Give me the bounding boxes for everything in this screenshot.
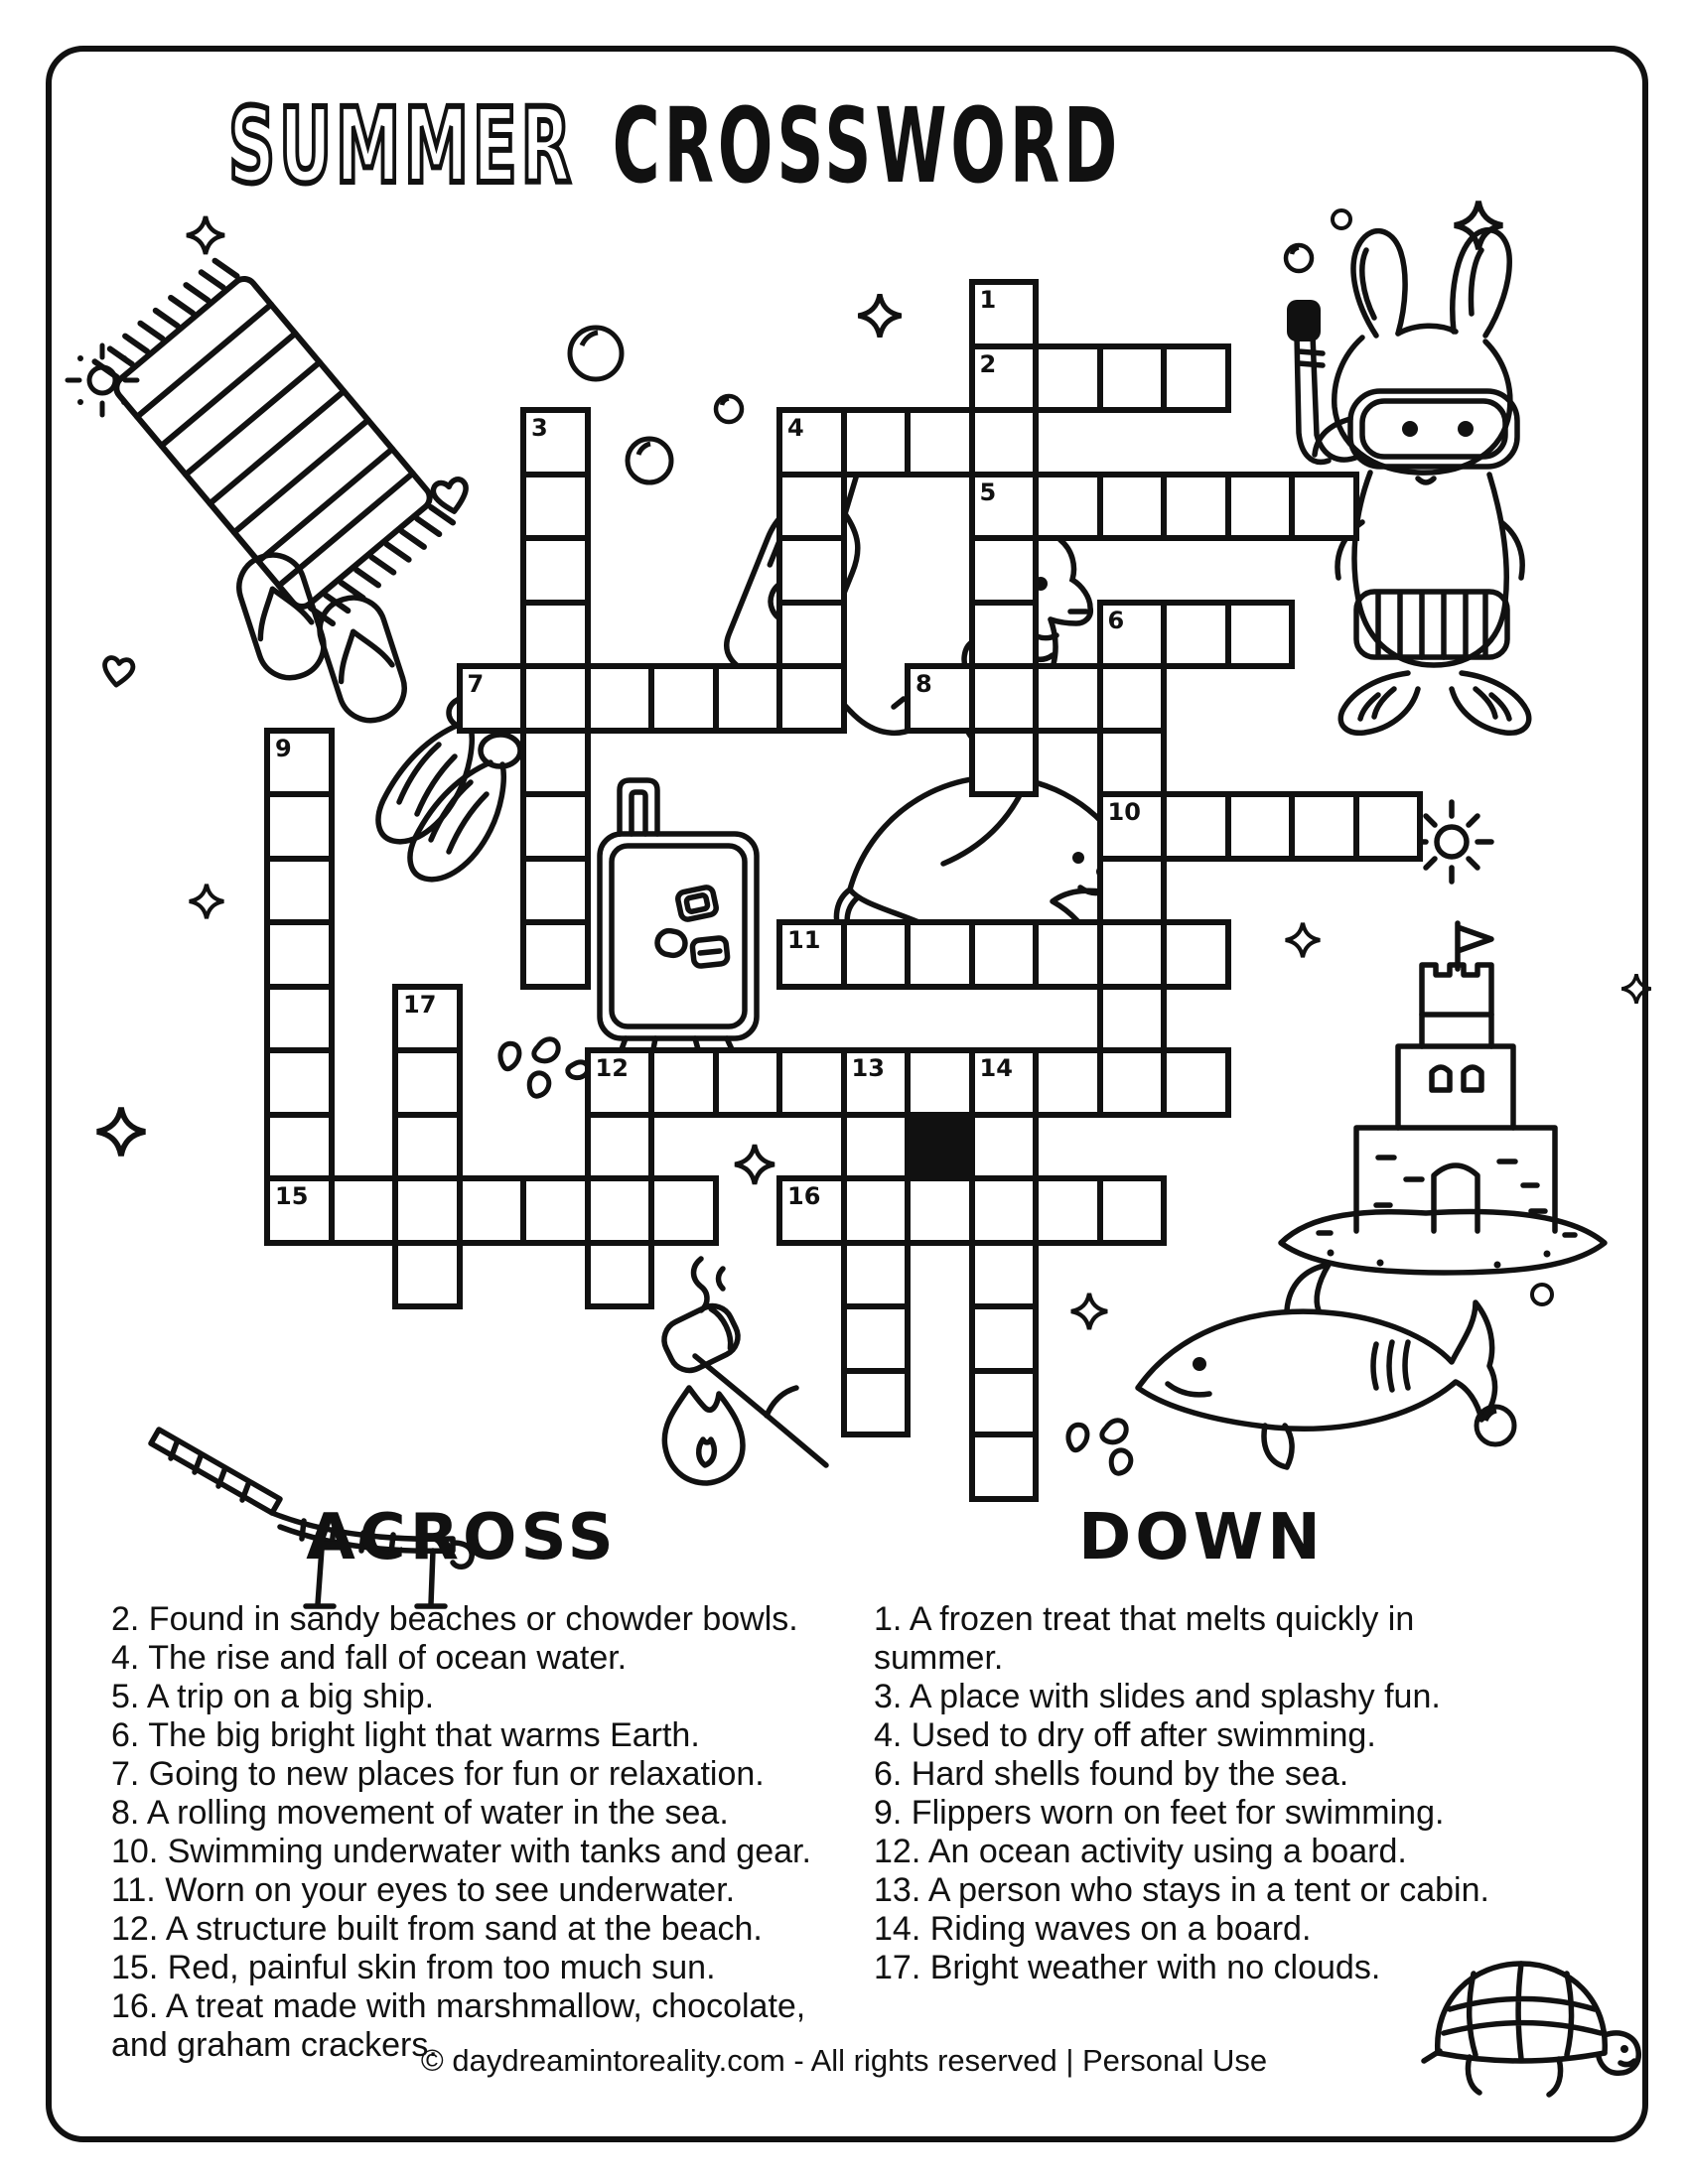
clue-9: 9. Flippers worn on feet for swimming. xyxy=(874,1794,1445,1832)
grid-cell-r14c4[interactable] xyxy=(520,1175,591,1246)
grid-cell-r14c13[interactable] xyxy=(1097,1175,1168,1246)
grid-cell-r6c11[interactable] xyxy=(969,663,1040,734)
grid-cell-r2c9[interactable] xyxy=(841,407,912,478)
grid-cell-r12c13[interactable] xyxy=(1097,1047,1168,1118)
grid-cell-r11c2[interactable] xyxy=(392,984,463,1054)
grid-cell-r7c4[interactable] xyxy=(520,728,591,798)
grid-cell-r12c0[interactable] xyxy=(264,1047,335,1118)
across-heading: ACROSS xyxy=(306,1501,618,1574)
grid-cell-r3c16[interactable] xyxy=(1289,472,1359,542)
grid-cell-r8c16[interactable] xyxy=(1289,791,1359,862)
cell-number-14: 14 xyxy=(979,1054,1013,1082)
clue-6: 6. The big bright light that warms Earth. xyxy=(111,1716,700,1754)
grid-cell-r14c2[interactable] xyxy=(392,1175,463,1246)
grid-cell-r14c12[interactable] xyxy=(1033,1175,1103,1246)
grid-cell-r8c14[interactable] xyxy=(1161,791,1231,862)
grid-cell-r8c15[interactable] xyxy=(1225,791,1296,862)
grid-cell-r6c13[interactable] xyxy=(1097,663,1168,734)
grid-cell-r6c10[interactable] xyxy=(905,663,975,734)
title-summer: SUMMER xyxy=(228,85,575,206)
cell-number-17: 17 xyxy=(403,990,437,1019)
cell-number-13: 13 xyxy=(851,1054,885,1082)
grid-cell-r6c6[interactable] xyxy=(648,663,719,734)
grid-cell-r12c6[interactable] xyxy=(648,1047,719,1118)
clue-7: 7. Going to new places for fun or relaxation. xyxy=(111,1755,765,1793)
cell-number-1: 1 xyxy=(979,286,997,314)
grid-cell-r12c5[interactable] xyxy=(585,1047,655,1118)
page-title xyxy=(228,85,1121,206)
grid-cell-r2c11[interactable] xyxy=(969,407,1040,478)
grid-cell-r6c12[interactable] xyxy=(1033,663,1103,734)
clue-4: 4. Used to dry off after swimming. xyxy=(874,1716,1376,1754)
grid-cell-r8c0[interactable] xyxy=(264,791,335,862)
grid-cell-r13c0[interactable] xyxy=(264,1112,335,1182)
cell-number-8: 8 xyxy=(915,670,932,698)
grid-cell-r1c14[interactable] xyxy=(1161,343,1231,414)
grid-cell-r5c11[interactable] xyxy=(969,600,1040,670)
sparkle-icon xyxy=(187,882,226,921)
grid-cell-r12c12[interactable] xyxy=(1033,1047,1103,1118)
grid-cell-r7c11[interactable] xyxy=(969,728,1040,798)
grid-cell-r3c11[interactable] xyxy=(969,472,1040,542)
grid-cell-r15c11[interactable] xyxy=(969,1240,1040,1310)
grid-cell-r11c0[interactable] xyxy=(264,984,335,1054)
cell-number-9: 9 xyxy=(275,734,292,762)
sun-icon xyxy=(58,336,147,425)
grid-cell-r14c9[interactable] xyxy=(841,1175,912,1246)
grid-cell-r15c9[interactable] xyxy=(841,1240,912,1310)
grid-cell-r12c14[interactable] xyxy=(1161,1047,1231,1118)
grid-cell-r14c1[interactable] xyxy=(329,1175,399,1246)
grid-cell-r7c0[interactable] xyxy=(264,728,335,798)
bubble-icon xyxy=(564,322,628,385)
grid-cell-r12c9[interactable] xyxy=(841,1047,912,1118)
grid-cell-r13c11[interactable] xyxy=(969,1112,1040,1182)
grid-cell-r11c13[interactable] xyxy=(1097,984,1168,1054)
grid-cell-r13c10 xyxy=(905,1112,975,1182)
grid-cell-r14c5[interactable] xyxy=(585,1175,655,1246)
grid-cell-r15c5[interactable] xyxy=(585,1240,655,1310)
grid-cell-r6c4[interactable] xyxy=(520,663,591,734)
clue-8: 8. A rolling movement of water in the sea. xyxy=(111,1794,729,1832)
down-clue-list xyxy=(874,1600,1531,1987)
cell-number-11: 11 xyxy=(787,926,821,954)
sparkle-icon xyxy=(1068,1291,1110,1332)
grid-cell-r4c11[interactable] xyxy=(969,535,1040,606)
grid-cell-r12c7[interactable] xyxy=(713,1047,783,1118)
heart-icon xyxy=(429,475,473,516)
clue-10: 10. Swimming underwater with tanks and gear. xyxy=(111,1833,811,1870)
grid-cell-r2c4[interactable] xyxy=(520,407,591,478)
clue-1: 1. A frozen treat that melts quickly in summer. xyxy=(874,1600,1415,1677)
grid-cell-r5c15[interactable] xyxy=(1225,600,1296,670)
grid-cell-r4c4[interactable] xyxy=(520,535,591,606)
heart-icon xyxy=(99,653,137,689)
grid-cell-r14c10[interactable] xyxy=(905,1175,975,1246)
grid-cell-r18c11[interactable] xyxy=(969,1432,1040,1502)
grid-cell-r17c11[interactable] xyxy=(969,1368,1040,1438)
grid-cell-r1c11[interactable] xyxy=(969,343,1040,414)
cell-number-5: 5 xyxy=(979,478,997,506)
grid-cell-r13c9[interactable] xyxy=(841,1112,912,1182)
grid-cell-r10c10[interactable] xyxy=(905,919,975,990)
grid-cell-r14c8[interactable] xyxy=(776,1175,847,1246)
grid-cell-r1c12[interactable] xyxy=(1033,343,1103,414)
grid-cell-r15c2[interactable] xyxy=(392,1240,463,1310)
grid-cell-r16c11[interactable] xyxy=(969,1303,1040,1374)
footer-credit: © daydreamintoreality.com - All rights reserved | Personal Use xyxy=(420,2043,1268,2078)
clue-5: 5. A trip on a big ship. xyxy=(111,1678,435,1715)
grid-cell-r3c8[interactable] xyxy=(776,472,847,542)
clue-16: 16. A treat made with marshmallow, chocolate, and graham crackers. xyxy=(111,1987,806,2064)
grid-cell-r12c10[interactable] xyxy=(905,1047,975,1118)
clue-11: 11. Worn on your eyes to see underwater. xyxy=(111,1871,736,1909)
grid-cell-r5c8[interactable] xyxy=(776,600,847,670)
grid-cell-r16c9[interactable] xyxy=(841,1303,912,1374)
grid-cell-r8c4[interactable] xyxy=(520,791,591,862)
grid-cell-r0c11[interactable] xyxy=(969,279,1040,349)
grid-cell-r13c5[interactable] xyxy=(585,1112,655,1182)
clue-4: 4. The rise and fall of ocean water. xyxy=(111,1639,628,1677)
grid-cell-r14c0[interactable] xyxy=(264,1175,335,1246)
cell-number-7: 7 xyxy=(467,670,485,698)
grid-cell-r7c13[interactable] xyxy=(1097,728,1168,798)
grid-cell-r9c4[interactable] xyxy=(520,856,591,926)
clue-14: 14. Riding waves on a board. xyxy=(874,1910,1312,1948)
cell-number-12: 12 xyxy=(595,1054,629,1082)
cell-number-10: 10 xyxy=(1107,798,1141,826)
clue-13: 13. A person who stays in a tent or cabin. xyxy=(874,1871,1489,1909)
grid-cell-r6c7[interactable] xyxy=(713,663,783,734)
grid-cell-r2c8[interactable] xyxy=(776,407,847,478)
grid-cell-r6c3[interactable] xyxy=(457,663,527,734)
grid-cell-r9c0[interactable] xyxy=(264,856,335,926)
grid-cell-r8c17[interactable] xyxy=(1353,791,1424,862)
cell-number-16: 16 xyxy=(787,1182,821,1210)
cell-number-15: 15 xyxy=(275,1182,309,1210)
grid-cell-r5c13[interactable] xyxy=(1097,600,1168,670)
grid-cell-r17c9[interactable] xyxy=(841,1368,912,1438)
grid-cell-r10c14[interactable] xyxy=(1161,919,1231,990)
grid-cell-r10c11[interactable] xyxy=(969,919,1040,990)
grid-cell-r5c4[interactable] xyxy=(520,600,591,670)
clue-12: 12. A structure built from sand at the beach. xyxy=(111,1910,763,1948)
grid-cell-r10c0[interactable] xyxy=(264,919,335,990)
grid-cell-r3c4[interactable] xyxy=(520,472,591,542)
grid-cell-r6c5[interactable] xyxy=(585,663,655,734)
sparkle-icon xyxy=(855,291,905,341)
grid-cell-r10c8[interactable] xyxy=(776,919,847,990)
grid-cell-r14c3[interactable] xyxy=(457,1175,527,1246)
across-clue-list xyxy=(111,1600,818,2065)
grid-cell-r1c13[interactable] xyxy=(1097,343,1168,414)
clue-15: 15. Red, painful skin from too much sun. xyxy=(111,1949,716,1986)
grid-cell-r5c14[interactable] xyxy=(1161,600,1231,670)
sparkle-icon xyxy=(732,1142,777,1187)
down-heading: DOWN xyxy=(1078,1501,1325,1574)
grid-cell-r12c2[interactable] xyxy=(392,1047,463,1118)
grid-cell-r14c11[interactable] xyxy=(969,1175,1040,1246)
grid-cell-r3c12[interactable] xyxy=(1033,472,1103,542)
clue-12: 12. An ocean activity using a board. xyxy=(874,1833,1407,1870)
cell-number-3: 3 xyxy=(531,414,548,442)
shark-icon xyxy=(1116,1259,1498,1502)
grid-cell-r8c13[interactable] xyxy=(1097,791,1168,862)
cell-number-4: 4 xyxy=(787,414,804,442)
sparkle-icon xyxy=(93,1104,149,1160)
suitcase-icon xyxy=(592,770,780,1068)
grid-cell-r10c12[interactable] xyxy=(1033,919,1103,990)
grid-cell-r9c13[interactable] xyxy=(1097,856,1168,926)
grid-cell-r2c10[interactable] xyxy=(905,407,975,478)
clue-17: 17. Bright weather with no clouds. xyxy=(874,1949,1381,1986)
grid-cell-r12c8[interactable] xyxy=(776,1047,847,1118)
grid-cell-r14c6[interactable] xyxy=(648,1175,719,1246)
grid-cell-r3c14[interactable] xyxy=(1161,472,1231,542)
sparkle-icon xyxy=(184,213,227,257)
grid-cell-r3c15[interactable] xyxy=(1225,472,1296,542)
grid-cell-r12c11[interactable] xyxy=(969,1047,1040,1118)
cell-number-6: 6 xyxy=(1107,606,1125,634)
grid-cell-r6c8[interactable] xyxy=(776,663,847,734)
cell-number-2: 2 xyxy=(979,349,997,378)
grid-cell-r10c13[interactable] xyxy=(1097,919,1168,990)
grid-cell-r3c13[interactable] xyxy=(1097,472,1168,542)
grid-cell-r10c9[interactable] xyxy=(841,919,912,990)
grid-cell-r4c8[interactable] xyxy=(776,535,847,606)
clue-6: 6. Hard shells found by the sea. xyxy=(874,1755,1349,1793)
clue-2: 2. Found in sandy beaches or chowder bowls. xyxy=(111,1600,798,1638)
clue-3: 3. A place with slides and splashy fun. xyxy=(874,1678,1441,1715)
grid-cell-r13c2[interactable] xyxy=(392,1112,463,1182)
title-crossword: CROSSWORD xyxy=(612,85,1122,206)
grid-cell-r10c4[interactable] xyxy=(520,919,591,990)
